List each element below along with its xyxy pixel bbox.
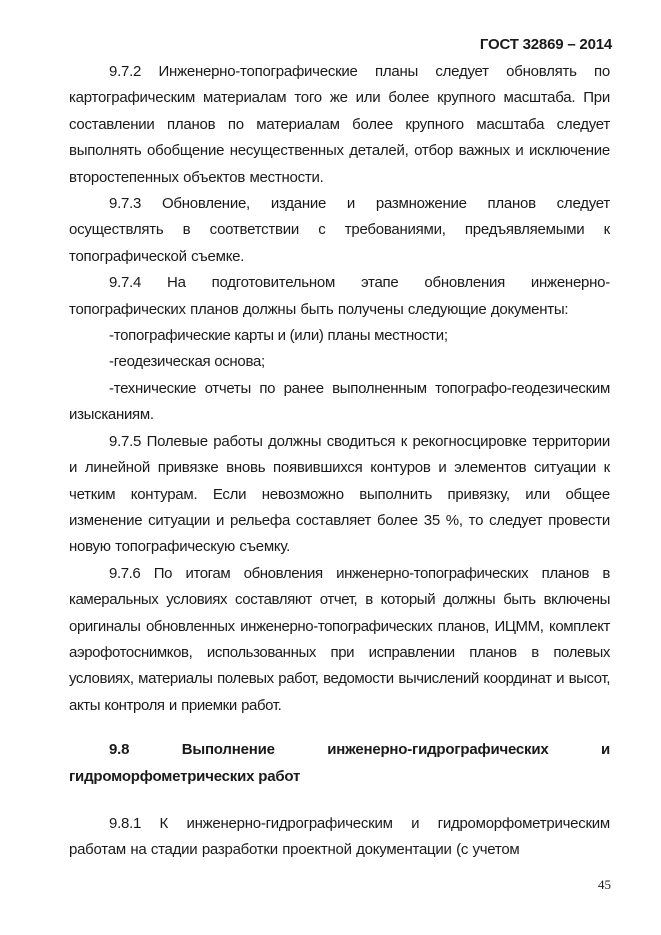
section-spacer <box>69 790 610 811</box>
page-body <box>69 59 610 864</box>
paragraph-9-7-5: 9.7.5 Полевые работы должны сводиться к рекогносцировке территории и линейной привязке вновь появившихся контуров и элементов ситуации к четким контурам. Если невозможно выполнить привязку, или общее изменение ситуации и рельефа составляет более 35 %, то следует провести новую топографическую съемку. <box>69 432 610 556</box>
paragraph-9-8-1: 9.8.1 К инженерно-гидрографическим и гидроморфометрическим работам на стадии разработки проектной документации (с учетом <box>69 814 610 859</box>
paragraph-9-7-4: 9.7.4 На подготовительном этапе обновления инженерно-топографических планов должны быть получены следующие документы: <box>69 274 610 318</box>
paragraph-9-7-2: 9.7.2 Инженерно-топографические планы следует обновлять по картографическим материалам того же или более крупного масштаба. При составлении планов по материалам более крупного масштаба следует выполнять обобщение несущественных деталей, отбор важных и исключение второстепенных объектов местности. <box>69 63 610 186</box>
paragraph-9-7-3: 9.7.3 Обновление, издание и размножение планов следует осуществлять в соответствии с требованиями, предъявляемыми к топографической съемке. <box>69 195 610 265</box>
list-item-geodetic-base: -геодезическая основа; <box>109 353 265 371</box>
section-heading-9-8: 9.8 Выполнение инженерно-гидрографических и гидроморфометрических работ <box>69 741 610 785</box>
list-item-topographic-maps: -топографические карты и (или) планы местности; <box>109 327 448 345</box>
page-number: 45 <box>598 877 611 892</box>
paragraph-9-7-6: 9.7.6 По итогам обновления инженерно-топографических планов в камеральных условиях составляют отчет, в который должны быть включены оригиналы обновленных инженерно-топографических планов, ИЦММ, комплект аэрофотоснимков, использованных при исправлении планов в полевых условиях, материалы полевых работ, ведомости вычислений координат и высот, акты контроля и приемки работ. <box>69 564 610 714</box>
document-code-header: ГОСТ 32869 – 2014 <box>479 36 612 53</box>
list-item-technical-reports: -технические отчеты по ранее выполненным топографо-геодезическим изысканиям. <box>69 379 610 424</box>
